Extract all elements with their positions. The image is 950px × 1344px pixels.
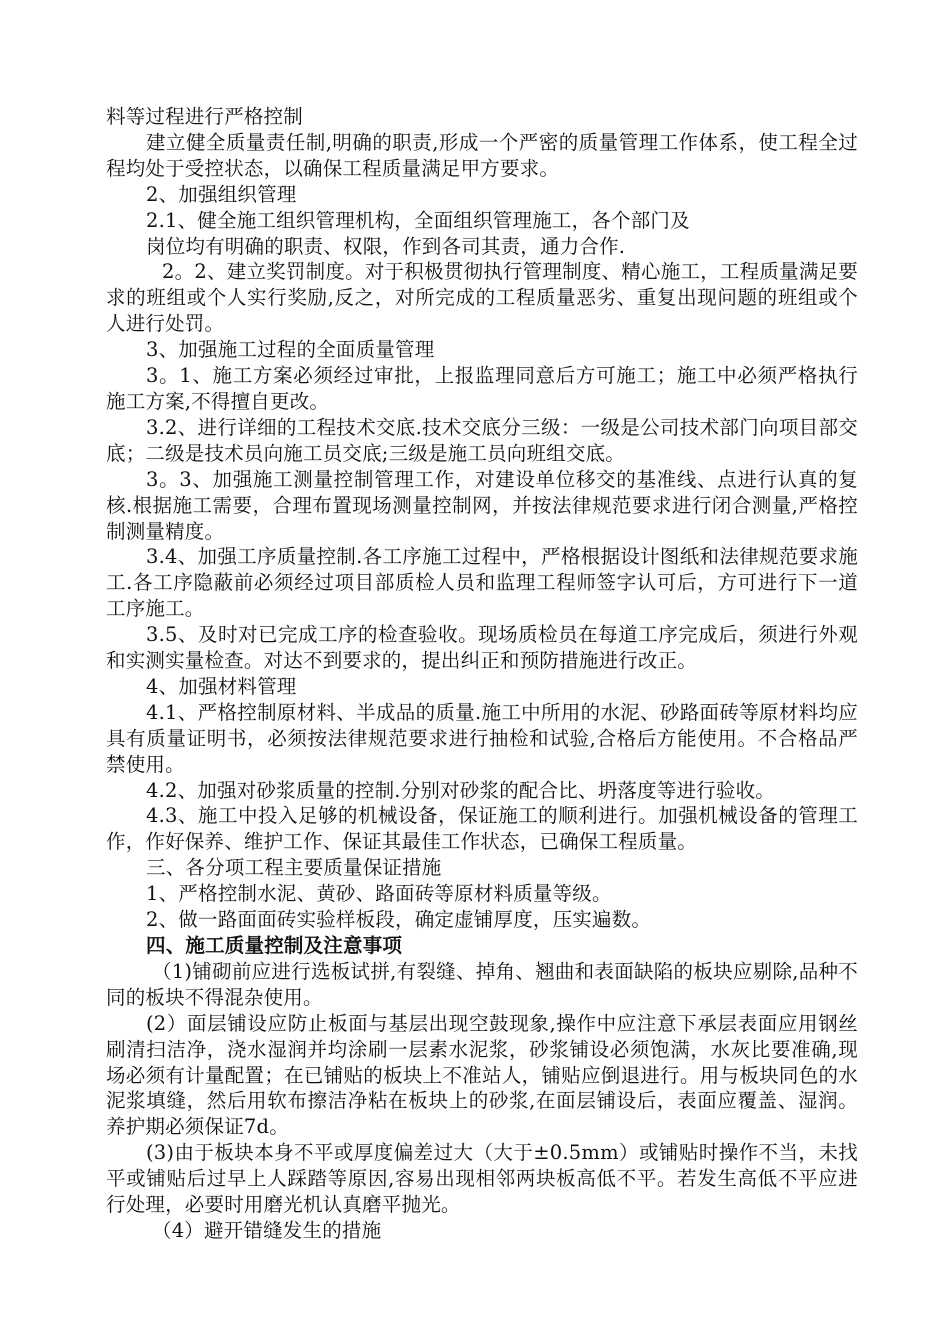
paragraph: （1)铺砌前应进行选板试拼,有裂缝、掉角、翘曲和表面缺陷的板块应剔除,品种不同的板块不得混杂使用。 [106, 959, 858, 1009]
paragraph: 建立健全质量责任制,明确的职责,形成一个严密的质量管理工作体系，使工程全过程均处于受控状态，以确保工程质量满足甲方要求。 [106, 130, 858, 180]
section-heading-bold: 四、施工质量控制及注意事项 [146, 934, 403, 957]
paragraph: 4.2、加强对砂浆质量的控制.分别对砂浆的配合比、坍落度等进行验收。 [146, 778, 776, 802]
paragraph: 3.5、及时对已完成工序的检查验收。现场质检员在每道工序完成后，须进行外观和实测实量检查。对达不到要求的，提出纠正和预防措施进行改正。 [106, 623, 858, 673]
section-heading: 2、加强组织管理 [146, 182, 297, 206]
paragraph: 3。1、施工方案必须经过审批，上报监理同意后方可施工；施工中必须严格执行施工方案,不得擅自更改。 [106, 364, 858, 413]
section-heading: 三、各分项工程主要质量保证措施 [146, 856, 442, 880]
paragraph: 料等过程进行严格控制 [106, 105, 304, 128]
document-body [106, 104, 858, 1244]
paragraph: 岗位均有明确的职责、权限，作到各司其责，通力合作. [146, 234, 626, 258]
paragraph: 3.2、进行详细的工程技术交底.技术交底分三级：一级是公司技术部门向项目部交底；二级是技术员向施工员交底;三级是施工员向班组交底。 [106, 415, 858, 465]
paragraph: 2.1、健全施工组织管理机构，全面组织管理施工，各个部门及 [146, 208, 690, 232]
paragraph: 4.3、施工中投入足够的机械设备，保证施工的顺利进行。加强机械设备的管理工作，作好保养、维护工作、保证其最佳工作状态，已确保工程质量。 [106, 804, 858, 854]
paragraph: 3。3、加强施工测量控制管理工作，对建设单位移交的基准线、点进行认真的复核.根据施工需要，合理布置现场测量控制网，并按法律规范要求进行闭合测量,严格控制测量精度。 [106, 467, 858, 543]
section-heading: 3、加强施工过程的全面质量管理 [146, 338, 435, 362]
paragraph: (3)由于板块本身不平或厚度偏差过大（大于±0.5mm）或铺贴时操作不当，未找平或铺贴后过早上人踩踏等原因,容易出现相邻两块板高低不平。若发生高低不平应进行处理，必要时用磨光机认真磨平抛光。 [106, 1141, 858, 1217]
paragraph: 3.4、加强工序质量控制.各工序施工过程中，严格根据设计图纸和法律规范要求施工.各工序隐蔽前必须经过项目部质检人员和监理工程师签字认可后，方可进行下一道工序施工。 [106, 545, 858, 621]
paragraph: (2）面层铺设应防止板面与基层出现空鼓现象,操作中应注意下承层表面应用钢丝刷清扫洁净，浇水湿润并均涂刷一层素水泥浆，砂浆铺设必须饱满，水灰比要准确,现场必须有计量配置；在已铺贴的板块上不准站人，铺贴应倒退进行。用与板块同色的水泥浆填缝，然后用软布擦洁净粘在板块上的砂浆,在面层铺设后，表面应覆盖、湿润。养护期必须保证7d。 [106, 1011, 858, 1139]
paragraph: 2、做一路面面砖实验样板段，确定虚铺厚度，压实遍数。 [146, 908, 652, 932]
paragraph: 2。2、建立奖罚制度。对于积极贯彻执行管理制度、精心施工，工程质量满足要求的班组或个人实行奖励,反之，对所完成的工程质量恶劣、重复出现问题的班组或个人进行处罚。 [106, 260, 858, 336]
paragraph: 1、严格控制水泥、黄砂、路面砖等原材料质量等级。 [146, 882, 612, 906]
paragraph: （4）避开错缝发生的措施 [152, 1218, 382, 1242]
paragraph: 4.1、严格控制原材料、半成品的质量.施工中所用的水泥、砂路面砖等原材料均应具有质量证明书，必须按法律规范要求进行抽检和试验,合格后方能使用。不合格品严禁使用。 [106, 700, 858, 776]
section-heading: 4、加强材料管理 [146, 674, 297, 698]
